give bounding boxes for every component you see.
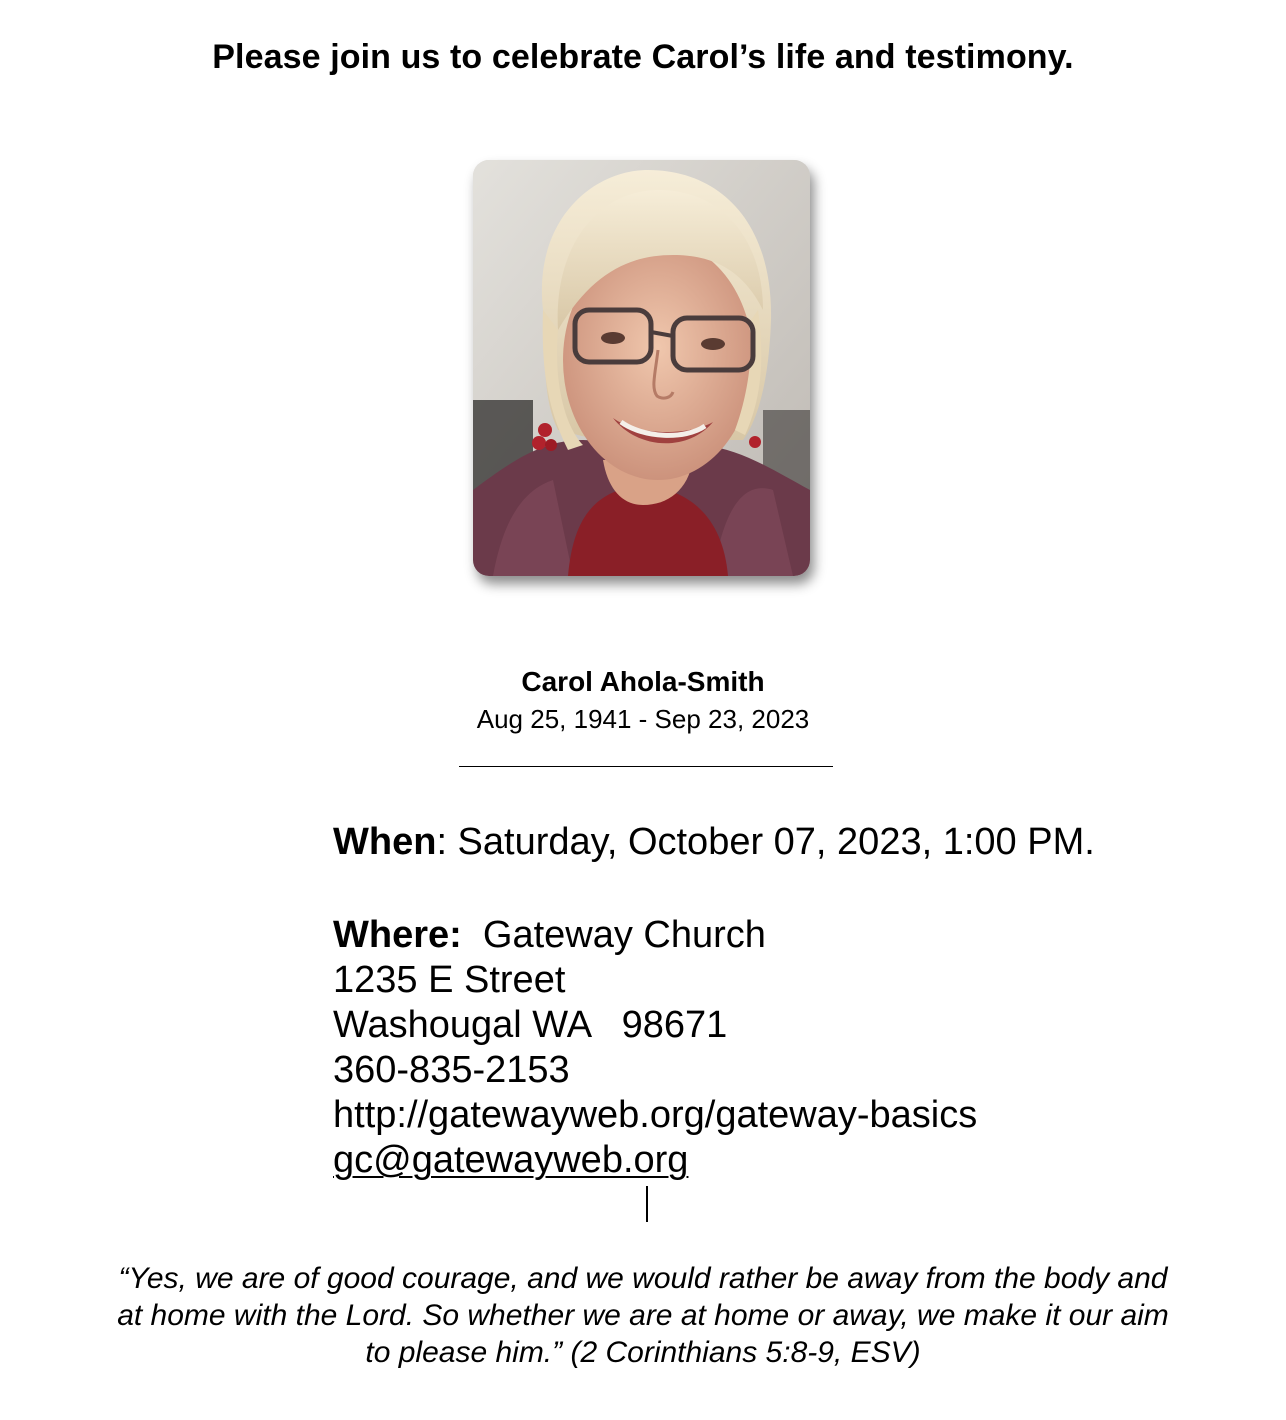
scripture-quote bbox=[40, 1260, 1246, 1371]
address-street: 1235 E Street bbox=[333, 959, 566, 1001]
where-label: Where: bbox=[333, 914, 462, 956]
quote-line-3: to please him.” (2 Corinthians 5:8-9, ESV) bbox=[365, 1336, 921, 1369]
quote-line-2: at home with the Lord. So whether we are at home or away, we make it our aim bbox=[117, 1299, 1169, 1332]
portrait-illustration bbox=[473, 160, 810, 576]
when-value: : Saturday, October 07, 2023, 1:00 PM. bbox=[436, 821, 1095, 863]
where-line bbox=[333, 913, 1095, 958]
divider-line bbox=[459, 766, 833, 767]
when-label: When bbox=[333, 821, 437, 863]
portrait-photo bbox=[473, 160, 810, 576]
event-details bbox=[333, 820, 1095, 1183]
website-url: http://gatewayweb.org/gateway-basics bbox=[333, 1094, 978, 1136]
address-city: Washougal WA 98671 bbox=[333, 1004, 728, 1046]
email-link[interactable]: gc@gatewayweb.org bbox=[333, 1139, 689, 1181]
page-title: Please join us to celebrate Carol’s life and testimony. bbox=[212, 38, 1074, 76]
life-dates: Aug 25, 1941 - Sep 23, 2023 bbox=[476, 704, 810, 734]
phone-number: 360-835-2153 bbox=[333, 1049, 570, 1091]
person-name: Carol Ahola-Smith bbox=[521, 666, 765, 697]
text-cursor bbox=[646, 1186, 648, 1222]
where-value: Gateway Church bbox=[461, 914, 766, 956]
when-line bbox=[333, 820, 1095, 865]
quote-line-1: “Yes, we are of good courage, and we would rather be away from the body and bbox=[118, 1262, 1168, 1295]
